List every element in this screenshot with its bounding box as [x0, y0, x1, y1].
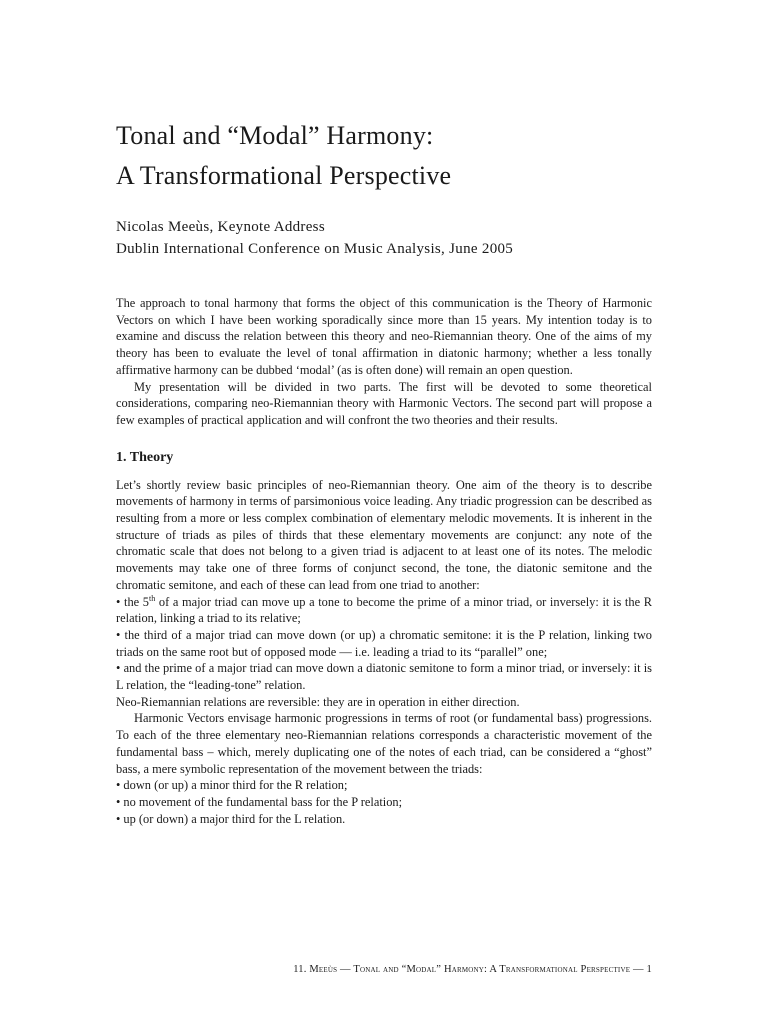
- intro-paragraph-1: The approach to tonal harmony that forms the object of this communication is the Theory of Harmonic Vectors on which I have been working sporadically since more than 15 years. My intention today is to examine and discuss the relation between this theory and neo-Riemannian theory. One of the aims of my theory has been to evaluate the level of tonal affirmation in diatonic harmony; whether a less tonally affirmative harmony can be dubbed ‘modal’ (as is often done) will remain an open question.: [116, 296, 652, 377]
- bullet-r-relation: [116, 594, 652, 627]
- bullet-r-text-start: • the 5: [116, 594, 149, 609]
- bullet-p-relation: • the third of a major triad can move down (or up) a chromatic semitone: it is the P relation, linking two triads on the same root but of opposed mode — i.e. leading a triad to its “parallel” one;: [116, 627, 652, 659]
- author-block: [116, 216, 676, 260]
- bullet-r-text-end: of a major triad can move up a tone to become the prime of a minor triad, or inversely: it is the R relation, linking a triad to its relative;: [116, 594, 652, 626]
- bullet-l-relation: • and the prime of a major triad can move down a diatonic semitone to form a minor triad, or inversely: it is L relation, the “leading-tone” relation.: [116, 661, 652, 693]
- conference-name: Dublin International Conference on Music Analysis, June 2005: [116, 241, 514, 257]
- bullet-bass-p: • no movement of the fundamental bass for the P relation;: [116, 794, 403, 809]
- title-block: [116, 116, 676, 196]
- page-footer: 11. Meeùs — Tonal and “Modal” Harmony: A Transformational Perspective — 1: [293, 964, 652, 975]
- body-text: [116, 295, 652, 827]
- section-heading-theory: 1. Theory: [116, 449, 174, 465]
- theory-paragraph-3: Harmonic Vectors envisage harmonic progressions in terms of root (or fundamental bass) progressions. To each of the three elementary neo-Riemannian relations corresponds a characteristic movement of the fundamental bass – which, merely duplicating one of the notes of each triad, can be considered a “ghost” bass, a mere symbolic representation of the movement between the triads:: [116, 711, 652, 776]
- theory-paragraph-1: Let’s shortly review basic principles of neo-Riemannian theory. One aim of the theory is to describe movements of harmony in terms of parsimonious voice leading. Any triadic progression can be described as resulting from a more or less complex combination of elementary melodic movements. It is inherent in the structure of triads as piles of thirds that these elementary movements are conjunct: any note of the chromatic scale that does not belong to a given triad is adjacent to at least one of its notes. The melodic movements may take one of three forms of conjunct second, the tone, the diatonic semitone and the chromatic semitone, and each of these can lead from one triad to another:: [116, 477, 652, 592]
- intro-paragraph-2: My presentation will be divided in two parts. The first will be devoted to some theoretical considerations, comparing neo-Riemannian theory with Harmonic Vectors. The second part will propose a few examples of practical application and will confront the two theories and their results.: [116, 379, 652, 427]
- superscript-th: th: [149, 593, 156, 603]
- author-name: Nicolas Meeùs, Keynote Address: [116, 219, 325, 235]
- page-title-line-1: Tonal and “Modal” Harmony:: [116, 121, 434, 150]
- theory-paragraph-2: Neo-Riemannian relations are reversible: they are in operation in either direction.: [116, 694, 520, 709]
- bullet-bass-l: • up (or down) a major third for the L relation.: [116, 811, 346, 826]
- page-title-line-2: A Transformational Perspective: [116, 161, 452, 190]
- bullet-bass-r: • down (or up) a minor third for the R relation;: [116, 778, 348, 793]
